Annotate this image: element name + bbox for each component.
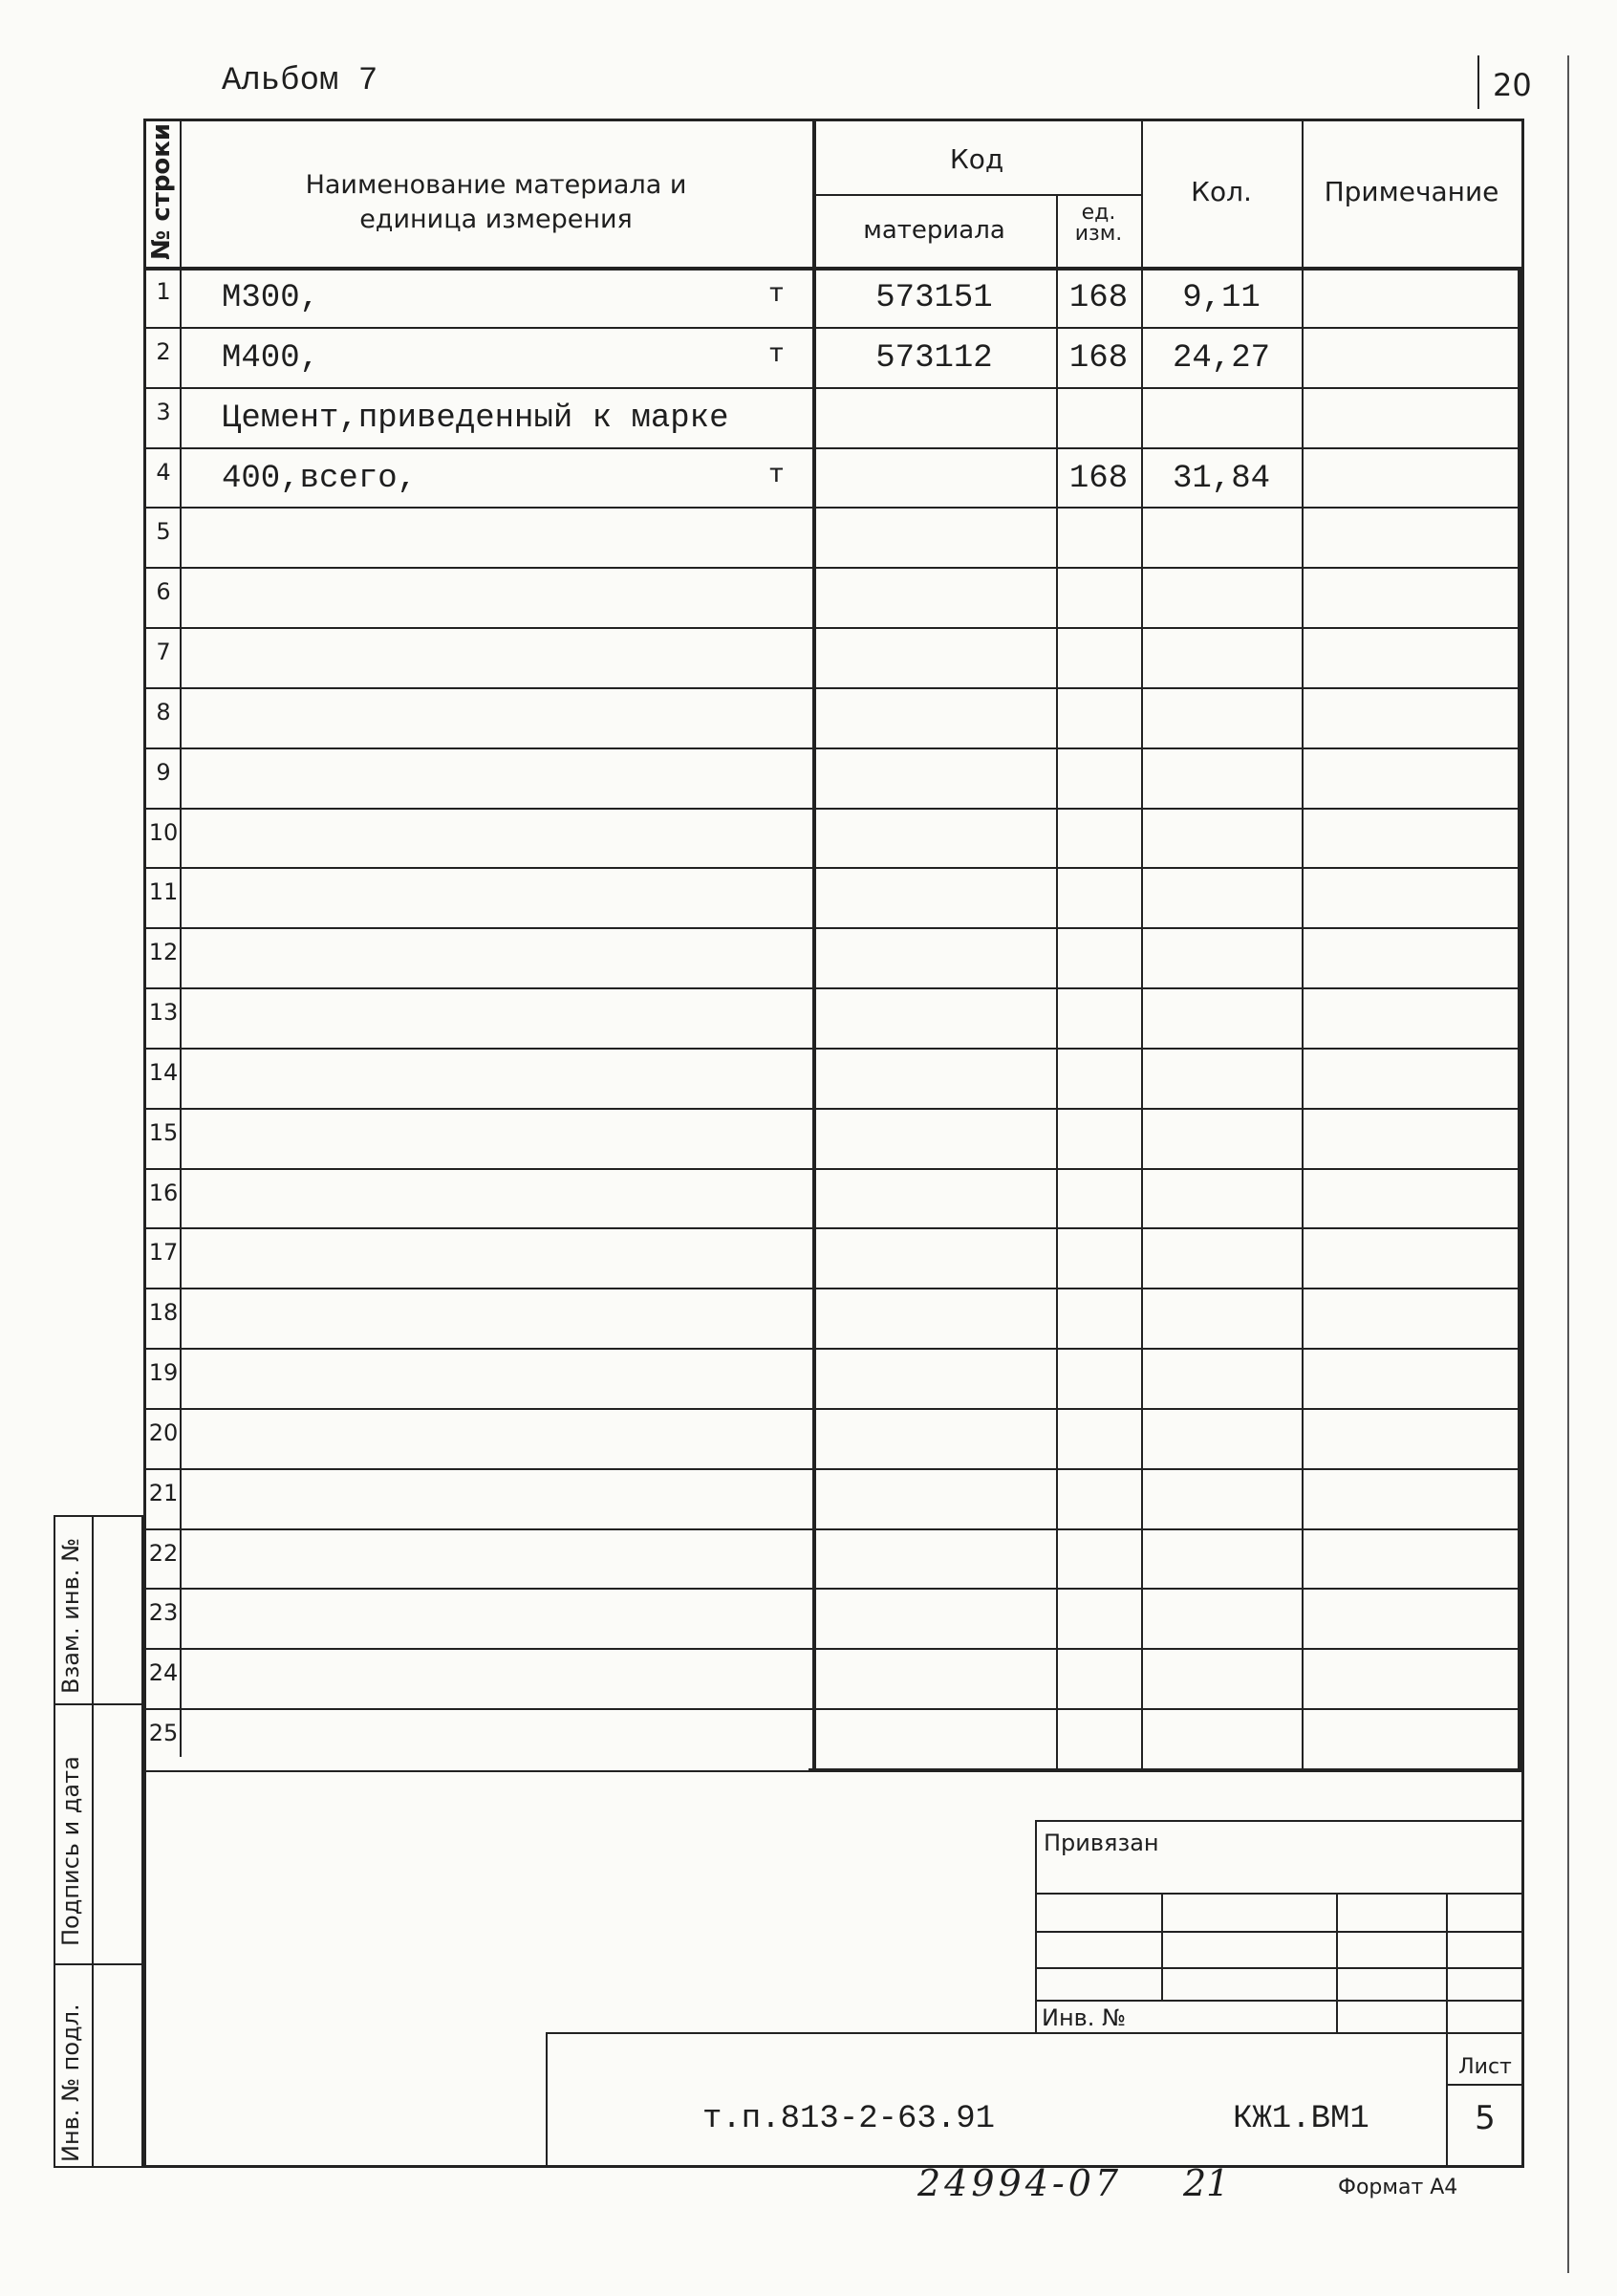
row-separator bbox=[143, 1227, 1518, 1229]
tb-sheet-line bbox=[1446, 2084, 1524, 2086]
header-qty: Кол. bbox=[1191, 176, 1252, 207]
row-separator bbox=[143, 1408, 1518, 1410]
row-number: 18 bbox=[148, 1299, 179, 1327]
row-separator bbox=[143, 747, 1518, 749]
album-title: Альбом 7 bbox=[222, 63, 378, 99]
header-unit-line1: ед. bbox=[1081, 201, 1116, 225]
row-quantity: 24,27 bbox=[1172, 339, 1271, 377]
side-stamp-divider bbox=[92, 1515, 94, 2168]
side-sign-date: Подпись и дата bbox=[57, 1756, 84, 1946]
header-name-line1: Наименование материала и bbox=[305, 170, 687, 200]
row-separator bbox=[143, 327, 1518, 329]
row-separator bbox=[143, 987, 1518, 989]
row-separator bbox=[143, 1348, 1518, 1350]
handwritten-page: 21 bbox=[1183, 2162, 1230, 2204]
row-separator bbox=[143, 1468, 1518, 1470]
tb-attached-label: Привязан bbox=[1044, 1830, 1159, 1856]
row-number: 7 bbox=[156, 639, 171, 666]
row-name: 400,всего, bbox=[222, 460, 418, 497]
row-number: 19 bbox=[148, 1359, 179, 1387]
tb-document-code: т.п.813-2-63.91 bbox=[702, 2101, 996, 2137]
row-separator bbox=[143, 1108, 1518, 1110]
row-unit-letter: т bbox=[768, 460, 785, 490]
row-quantity: 9,11 bbox=[1182, 280, 1261, 316]
side-replace-inv: Взам. инв. № bbox=[57, 1538, 84, 1694]
row-unit-letter: т bbox=[768, 280, 785, 310]
header-note: Примечание bbox=[1324, 176, 1499, 207]
row-number: 2 bbox=[156, 337, 171, 365]
row-separator bbox=[143, 1168, 1518, 1170]
row-number: 17 bbox=[148, 1239, 179, 1267]
row-separator bbox=[143, 507, 1518, 509]
tb-col-1 bbox=[1161, 1893, 1163, 2000]
tb-line-d bbox=[1035, 2000, 1524, 2002]
row-unit-code: 168 bbox=[1068, 280, 1129, 316]
row-unit-code: 168 bbox=[1068, 460, 1129, 497]
header-material: материала bbox=[863, 216, 1005, 245]
row-name: Цемент,приведенный к марке bbox=[222, 400, 729, 437]
row-separator bbox=[143, 1648, 1518, 1650]
row-number: 8 bbox=[156, 698, 171, 726]
row-separator bbox=[143, 1528, 1518, 1530]
table-body-bottom-left bbox=[143, 1770, 812, 1772]
row-name: М300, bbox=[222, 280, 320, 316]
tb-line-c bbox=[1035, 1967, 1524, 1969]
row-number: 25 bbox=[148, 1720, 179, 1747]
row-unit-letter: т bbox=[768, 339, 785, 370]
row-separator bbox=[143, 387, 1518, 389]
col-material-right bbox=[1056, 194, 1058, 1772]
side-stamp-sep2 bbox=[54, 1963, 143, 1965]
row-material-code: 573112 bbox=[875, 339, 993, 377]
row-separator bbox=[143, 687, 1518, 689]
row-name: М400, bbox=[222, 339, 320, 377]
row-separator bbox=[143, 567, 1518, 569]
row-number: 22 bbox=[148, 1539, 179, 1567]
header-name-line2: единица измерения bbox=[359, 205, 633, 234]
row-number: 4 bbox=[156, 458, 171, 486]
row-number: 11 bbox=[148, 878, 179, 906]
row-quantity: 31,84 bbox=[1172, 460, 1271, 497]
row-separator bbox=[143, 1288, 1518, 1289]
table-body-bottom bbox=[808, 1768, 1521, 1772]
row-number: 5 bbox=[156, 518, 171, 546]
row-number: 16 bbox=[148, 1179, 179, 1206]
header-row-number: № строки bbox=[147, 122, 176, 260]
col-qty-right bbox=[1302, 119, 1304, 1772]
format-label: Формат А4 bbox=[1338, 2176, 1458, 2199]
row-number: 14 bbox=[148, 1058, 179, 1086]
row-number: 20 bbox=[148, 1419, 179, 1446]
tb-inv-no-label: Инв. № bbox=[1042, 2004, 1127, 2031]
row-number: 9 bbox=[156, 758, 171, 786]
row-separator bbox=[143, 1048, 1518, 1050]
row-separator bbox=[143, 447, 1518, 449]
tb-line-b bbox=[1035, 1931, 1524, 1933]
side-orig-inv: Инв. № подл. bbox=[57, 2004, 84, 2162]
row-number: 10 bbox=[148, 818, 179, 846]
tb-line-a bbox=[1035, 1893, 1524, 1895]
header-bottom-line bbox=[143, 267, 1524, 271]
row-separator bbox=[143, 867, 1518, 869]
tb-main-top bbox=[546, 2032, 1524, 2034]
row-number: 15 bbox=[148, 1118, 179, 1146]
row-number: 1 bbox=[156, 278, 171, 305]
row-number: 21 bbox=[148, 1479, 179, 1506]
tb-col-2 bbox=[1336, 1893, 1338, 2032]
row-separator bbox=[143, 1588, 1518, 1590]
row-number: 3 bbox=[156, 398, 171, 425]
header-code: Код bbox=[949, 143, 1004, 175]
row-material-code: 573151 bbox=[875, 280, 993, 316]
row-separator bbox=[143, 1708, 1518, 1710]
tb-sheet-label: Лист bbox=[1458, 2055, 1512, 2079]
handwritten-number: 24994-07 bbox=[917, 2162, 1123, 2204]
tb-sheet-number: 5 bbox=[1475, 2099, 1496, 2137]
row-number: 23 bbox=[148, 1599, 179, 1627]
page-number-divider bbox=[1477, 55, 1479, 109]
tb-main-left bbox=[546, 2032, 548, 2168]
col-note-right bbox=[1518, 267, 1521, 1772]
row-number: 6 bbox=[156, 578, 171, 606]
right-edge-line bbox=[1567, 55, 1569, 2273]
row-separator bbox=[143, 808, 1518, 810]
row-number: 12 bbox=[148, 939, 179, 966]
side-stamp-sep1 bbox=[54, 1703, 143, 1705]
row-number: 13 bbox=[148, 999, 179, 1027]
page-number: 20 bbox=[1493, 67, 1532, 103]
row-separator bbox=[143, 927, 1518, 929]
header-unit-line2: изм. bbox=[1074, 222, 1123, 246]
row-separator bbox=[143, 627, 1518, 629]
row-number: 24 bbox=[148, 1659, 179, 1687]
row-unit-code: 168 bbox=[1068, 339, 1129, 377]
tb-attached-top bbox=[1035, 1820, 1524, 1822]
code-subheader-line bbox=[812, 194, 1141, 196]
tb-section-code: КЖ1.ВМ1 bbox=[1233, 2101, 1369, 2137]
